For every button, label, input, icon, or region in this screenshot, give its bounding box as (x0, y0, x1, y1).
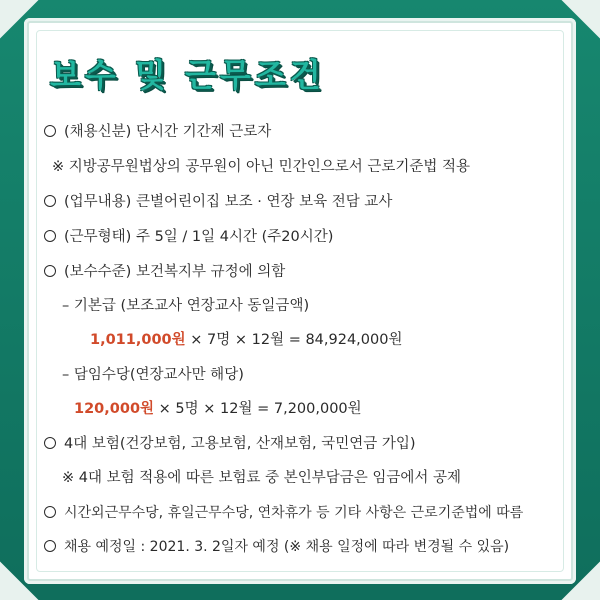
line-text: (업무내용) 큰별어린이집 보조 · 연장 보육 전담 교사 (64, 194, 393, 210)
amount-homeroom-allowance (74, 399, 362, 419)
list-item-start-date (44, 537, 509, 557)
note-insurance-deduction (62, 468, 461, 488)
line-text: × 7명 × 12월 = 84,924,000원 (185, 332, 403, 348)
circle-bullet-icon (44, 265, 56, 277)
circle-bullet-icon (44, 506, 56, 518)
line-text: ※ 지방공무원법상의 공무원이 아닌 민간인으로서 근로기준법 적용 (52, 159, 470, 175)
list-item-pay-level (44, 262, 285, 282)
list-item-duties (44, 192, 392, 212)
circle-bullet-icon (44, 437, 56, 449)
line-text: – 기본급 (보조교사 연장교사 동일금액) (62, 298, 310, 314)
list-item-allowances (44, 503, 523, 523)
line-text: 채용 예정일 : 2021. 3. 2일자 예정 (※ 채용 일정에 따라 변경될 수 있음) (64, 539, 510, 555)
note-civil-servant (52, 157, 470, 177)
highlight-amount: 1,011,000원 (90, 332, 186, 348)
list-item-employment-status (44, 122, 271, 142)
line-text: 4대 보험(건강보험, 고용보험, 산재보험, 국민연금 가입) (64, 436, 416, 452)
amount-base-pay (90, 330, 402, 350)
list-item-insurance (44, 434, 416, 454)
line-text: – 담임수당(연장교사만 해당) (62, 367, 244, 383)
line-text: ※ 4대 보험 적용에 따른 보험료 중 본인부담금은 임금에서 공제 (62, 470, 462, 486)
line-text: (채용신분) 단시간 기간제 근로자 (64, 124, 272, 140)
sub-item-homeroom-allowance (62, 365, 244, 385)
circle-bullet-icon (44, 195, 56, 207)
line-text: (보수수준) 보건복지부 규정에 의함 (64, 264, 286, 280)
page-title: 보수 및 근무조건 (50, 56, 325, 94)
circle-bullet-icon (44, 125, 56, 137)
line-text: (근무형태) 주 5일 / 1일 4시간 (주20시간) (64, 229, 334, 245)
highlight-amount: 120,000원 (74, 401, 155, 417)
line-text: 시간외근무수당, 휴일근무수당, 연차휴가 등 기타 사항은 근로기준법에 따름 (64, 505, 524, 521)
line-text: × 5명 × 12월 = 7,200,000원 (154, 401, 362, 417)
list-item-work-type (44, 227, 333, 247)
sub-item-base-pay (62, 296, 309, 316)
circle-bullet-icon (44, 230, 56, 242)
circle-bullet-icon (44, 540, 56, 552)
